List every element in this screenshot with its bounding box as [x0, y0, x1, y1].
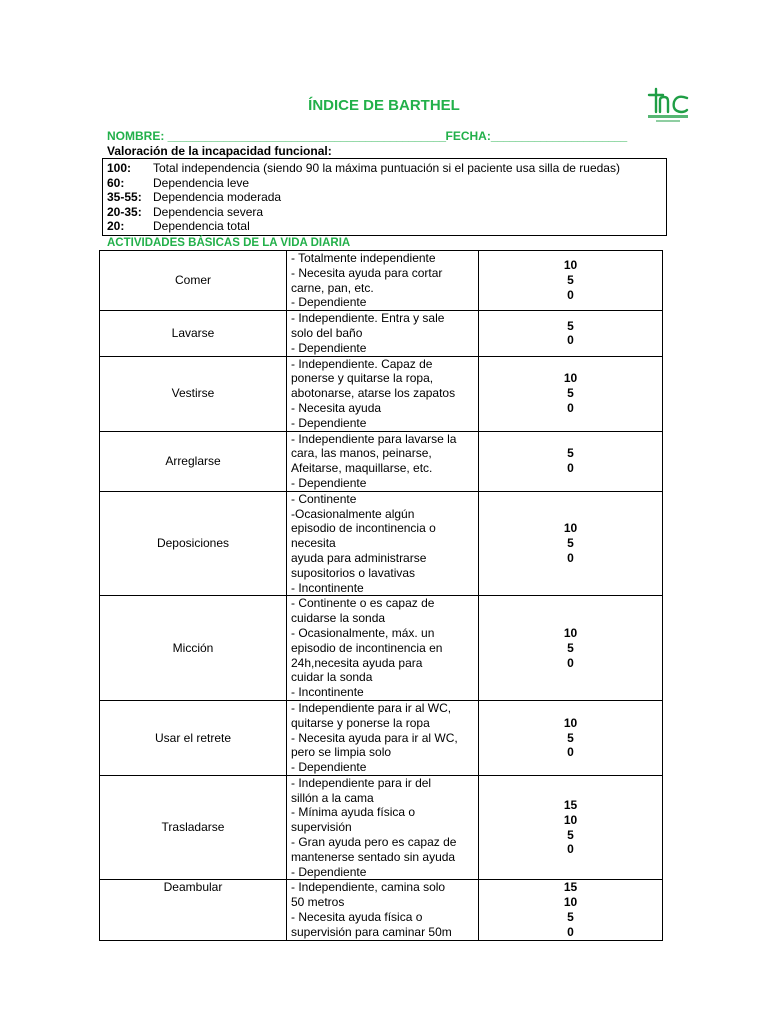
fecha-field[interactable]: ______________________: [490, 129, 627, 143]
activities-table: [99, 250, 663, 941]
activity-description: [287, 491, 479, 596]
description-line: - Continente: [291, 491, 357, 506]
score-value: 5: [567, 536, 574, 551]
description-line: ponerse y quitarse la ropa,: [291, 371, 434, 386]
score-value: 0: [567, 924, 574, 939]
score-value: 10: [563, 812, 578, 827]
activities-table-body: [100, 251, 663, 941]
description-line: abotonarse, atarse los zapatos: [291, 386, 456, 401]
activities-heading: ACTIVIDADES BÁSICAS DE LA VIDA DIARIA: [107, 237, 351, 249]
score-value: 5: [567, 730, 574, 745]
score-value: 0: [567, 333, 574, 348]
score-value: 10: [563, 625, 578, 640]
activity-name: Trasladarse: [100, 775, 287, 880]
activity-scores: [479, 431, 663, 491]
activity-scores: [479, 880, 663, 940]
table-row: [100, 775, 663, 880]
score-value: 5: [567, 318, 574, 333]
scale-row: [107, 219, 666, 234]
valoracion-heading: Valoración de la incapacidad funcional:: [107, 144, 332, 158]
activity-name: Usar el retrete: [100, 700, 287, 775]
description-line: carne, pan, etc.: [291, 280, 374, 295]
description-line: - Dependiente: [291, 760, 367, 775]
description-line: episodio de incontinencia en: [291, 640, 443, 655]
description-line: - Mínima ayuda física o: [291, 805, 416, 820]
description-line: - Incontinente: [291, 580, 364, 595]
description-line: - Independiente para ir del: [291, 775, 432, 790]
description-line: - Dependiente: [291, 864, 367, 879]
description-line: - Dependiente: [291, 295, 367, 310]
activity-description: [287, 311, 479, 356]
activity-description: [287, 775, 479, 880]
description-line: - Necesita ayuda para ir al WC,: [291, 730, 458, 745]
description-line: supositorios o lavativas: [291, 565, 416, 580]
activity-name: Deambular: [100, 880, 287, 940]
score-value: 15: [563, 798, 578, 813]
description-line: - Independiente. Capaz de: [291, 356, 433, 371]
activity-name: Comer: [100, 251, 287, 311]
scale-row: [107, 161, 666, 176]
activity-scores: [479, 775, 663, 880]
description-line: quitarse y ponerse la ropa: [291, 715, 430, 730]
table-row: [100, 251, 663, 311]
description-line: - Dependiente: [291, 415, 367, 430]
activity-name: Deposiciones: [100, 491, 287, 596]
score-value: 5: [567, 827, 574, 842]
description-line: sillón a la cama: [291, 790, 374, 805]
score-value: 10: [563, 371, 578, 386]
table-row: [100, 491, 663, 596]
description-line: Afeitarse, maquillarse, etc.: [291, 461, 433, 476]
activity-scores: [479, 251, 663, 311]
hogar-de-cristo-logo-icon: [644, 86, 692, 126]
activity-description: [287, 431, 479, 491]
description-line: - Gran ayuda pero es capaz de: [291, 835, 457, 850]
activity-description: [287, 251, 479, 311]
description-line: - Independiente para lavarse la: [291, 431, 457, 446]
score-value: 0: [567, 400, 574, 415]
table-row: [100, 356, 663, 431]
table-row: [100, 880, 663, 940]
score-value: 10: [563, 258, 578, 273]
description-line: supervisión: [291, 820, 352, 835]
scale-box: [102, 158, 667, 236]
description-line: cuidarse la sonda: [291, 611, 386, 626]
activity-scores: [479, 311, 663, 356]
scale-text: Dependencia total: [153, 219, 250, 233]
description-line: episodio de incontinencia o: [291, 521, 436, 536]
description-line: - Continente o es capaz de: [291, 596, 435, 611]
description-line: necesita: [291, 536, 336, 551]
description-line: - Independiente. Entra y sale: [291, 311, 445, 326]
table-row: [100, 431, 663, 491]
description-line: - Necesita ayuda física o: [291, 910, 423, 925]
table-row: [100, 311, 663, 356]
scale-text: Dependencia severa: [153, 204, 264, 219]
description-line: - Totalmente independiente: [291, 251, 436, 265]
score-value: 5: [567, 273, 574, 288]
nombre-label: NOMBRE:: [107, 129, 165, 143]
nombre-field[interactable]: _____________________________________________: [167, 129, 446, 143]
score-value: 5: [567, 910, 574, 925]
scale-code: 100:: [107, 161, 132, 175]
activity-description: [287, 700, 479, 775]
description-line: ayuda para administrarse: [291, 550, 427, 565]
activity-name: Vestirse: [100, 356, 287, 431]
score-value: 10: [563, 715, 578, 730]
scale-code: 60:: [107, 175, 125, 190]
description-line: mantenerse sentado sin ayuda: [291, 849, 456, 864]
scale-text: Dependencia moderada: [153, 190, 282, 204]
description-line: 24h,necesita ayuda para: [291, 655, 423, 670]
score-value: 0: [567, 842, 574, 857]
scale-code: 20-35:: [107, 204, 142, 219]
activity-description: [287, 596, 479, 701]
activity-description: [287, 880, 479, 940]
score-value: 0: [567, 461, 574, 476]
activity-name: Arreglarse: [100, 431, 287, 491]
description-line: -Ocasionalmente algún: [291, 506, 415, 521]
description-line: cara, las manos, peinarse,: [291, 446, 432, 461]
name-date-line: [107, 129, 667, 143]
activity-name: Micción: [100, 596, 287, 701]
score-value: 5: [567, 386, 574, 401]
scale-row: [107, 190, 666, 205]
score-value: 10: [563, 521, 578, 536]
description-line: - Necesita ayuda: [291, 400, 382, 415]
scale-code: 20:: [107, 219, 125, 233]
score-value: 5: [567, 640, 574, 655]
activity-description: [287, 356, 479, 431]
scale-code: 35-55:: [107, 190, 142, 204]
description-line: - Necesita ayuda para cortar: [291, 265, 443, 280]
scale-row: [107, 205, 666, 220]
score-value: 0: [567, 745, 574, 760]
scale-text: Total independencia (siendo 90 la máxima puntuación si el paciente usa silla de ruedas): [153, 161, 620, 175]
activity-name: Lavarse: [100, 311, 287, 356]
activity-scores: [479, 356, 663, 431]
description-line: - Independiente, camina solo: [291, 880, 446, 895]
description-line: - Dependiente: [291, 340, 367, 355]
fecha-label: FECHA:: [445, 129, 491, 143]
table-row: [100, 700, 663, 775]
description-line: 50 metros: [291, 895, 345, 910]
table-row: [100, 596, 663, 701]
description-line: cuidar la sonda: [291, 670, 373, 685]
description-line: supervisión para caminar 50m: [291, 924, 452, 939]
description-line: - Incontinente: [291, 685, 364, 700]
scale-row: [107, 176, 666, 191]
activity-scores: [479, 596, 663, 701]
score-value: 0: [567, 655, 574, 670]
score-value: 15: [563, 880, 578, 895]
description-line: - Independiente para ir al WC,: [291, 700, 452, 715]
score-value: 0: [567, 287, 574, 302]
score-value: 10: [563, 895, 578, 910]
document-title: ÍNDICE DE BARTHEL: [308, 97, 460, 114]
description-line: pero se limpia solo: [291, 745, 392, 760]
score-value: 0: [567, 550, 574, 565]
description-line: - Dependiente: [291, 475, 367, 490]
score-value: 5: [567, 446, 574, 461]
activity-scores: [479, 491, 663, 596]
scale-text: Dependencia leve: [153, 175, 250, 190]
activity-scores: [479, 700, 663, 775]
description-line: - Ocasionalmente, máx. un: [291, 625, 435, 640]
description-line: solo del baño: [291, 325, 363, 340]
